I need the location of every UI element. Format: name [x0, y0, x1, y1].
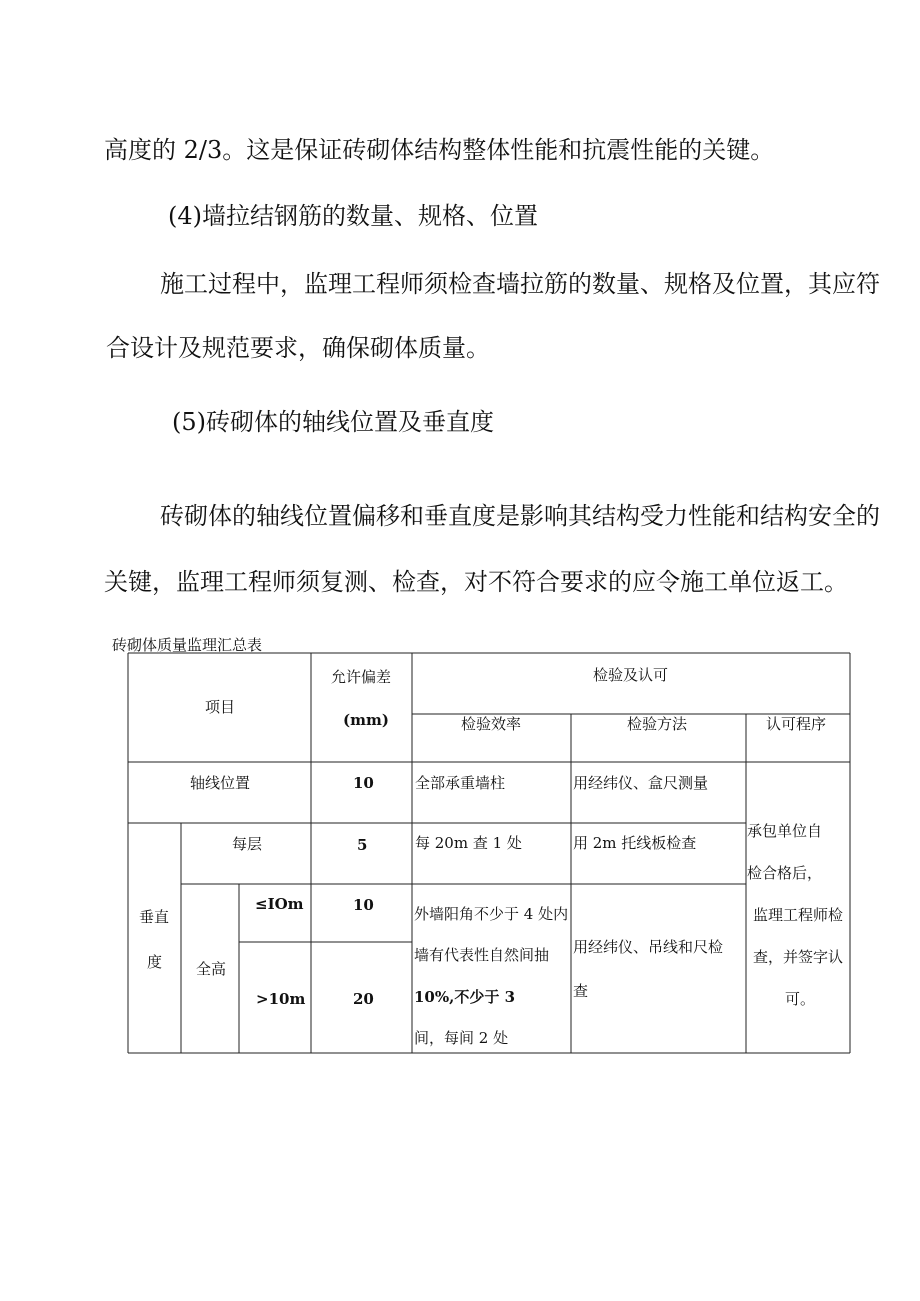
per-floor-method: 用 2m 托线板检查 [573, 834, 697, 852]
axis-efficiency: 全部承重墙柱 [415, 774, 506, 792]
header-inspection: 检验及认可 [593, 666, 669, 684]
full-height-row2-label: >10m [256, 990, 306, 1008]
full-height-row1-value: 10 [353, 896, 374, 914]
body-paragraph-1: 高度的 2/3。这是保证砖砌体结构整体性能和抗震性能的关键。 [104, 136, 775, 164]
section-heading-5: (5)砖砌体的轴线位置及垂直度 [172, 408, 494, 436]
full-height-efficiency-line-2: 墙有代表性自然间抽 [414, 946, 550, 964]
full-height-method-line-1: 用经纬仪、吊线和尺检 [573, 938, 724, 956]
axis-method: 用经纬仪、盒尺测量 [573, 774, 709, 792]
full-height-efficiency-line-1: 外墙阳角不少于 4 处内 [414, 905, 569, 923]
full-height-efficiency-line-4: 间，每间 2 处 [414, 1029, 509, 1047]
body-paragraph-2-line-1: 施工过程中，监理工程师须检查墙拉筋的数量、规格及位置，其应符 [160, 270, 880, 298]
header-efficiency: 检验效率 [461, 715, 522, 733]
per-floor-value: 5 [357, 836, 368, 854]
per-floor-efficiency: 每 20m 查 1 处 [415, 834, 522, 852]
procedure-line-5: 可。 [785, 990, 816, 1008]
section-heading-4: (4)墙拉结钢筋的数量、规格、位置 [168, 202, 538, 230]
full-height-label: 全高 [196, 960, 227, 978]
procedure-line-4: 查，并签字认 [753, 948, 844, 966]
axis-label: 轴线位置 [190, 774, 251, 792]
axis-value: 10 [353, 774, 374, 792]
body-paragraph-3-line-1: 砖砌体的轴线位置偏移和垂直度是影响其结构受力性能和结构安全的 [160, 502, 880, 530]
full-height-method-line-2: 查 [573, 982, 589, 1000]
per-floor-label: 每层 [232, 835, 263, 853]
full-height-row1-label: ≤IOm [255, 895, 304, 913]
vertical-label-line-1: 垂直 [139, 908, 170, 926]
header-tolerance: 允许偏差 [331, 668, 392, 686]
header-procedure: 认可程序 [766, 715, 827, 733]
procedure-line-2: 检合格后， [747, 864, 823, 882]
vertical-label-line-2: 度 [147, 953, 163, 971]
header-method: 检验方法 [627, 715, 688, 733]
body-paragraph-2-line-2: 合设计及规范要求，确保砌体质量。 [106, 334, 490, 362]
table-caption: 砖砌体质量监理汇总表 [112, 636, 263, 654]
body-paragraph-3-line-2: 关键，监理工程师须复测、检查，对不符合要求的应令施工单位返工。 [104, 568, 848, 596]
procedure-line-1: 承包单位自 [747, 822, 823, 840]
full-height-efficiency-line-3: 10%,不少于 3 [414, 988, 516, 1006]
header-item: 项目 [205, 698, 236, 716]
full-height-row2-value: 20 [353, 990, 374, 1008]
header-unit: (mm) [343, 711, 389, 729]
procedure-line-3: 监理工程师检 [753, 906, 844, 924]
